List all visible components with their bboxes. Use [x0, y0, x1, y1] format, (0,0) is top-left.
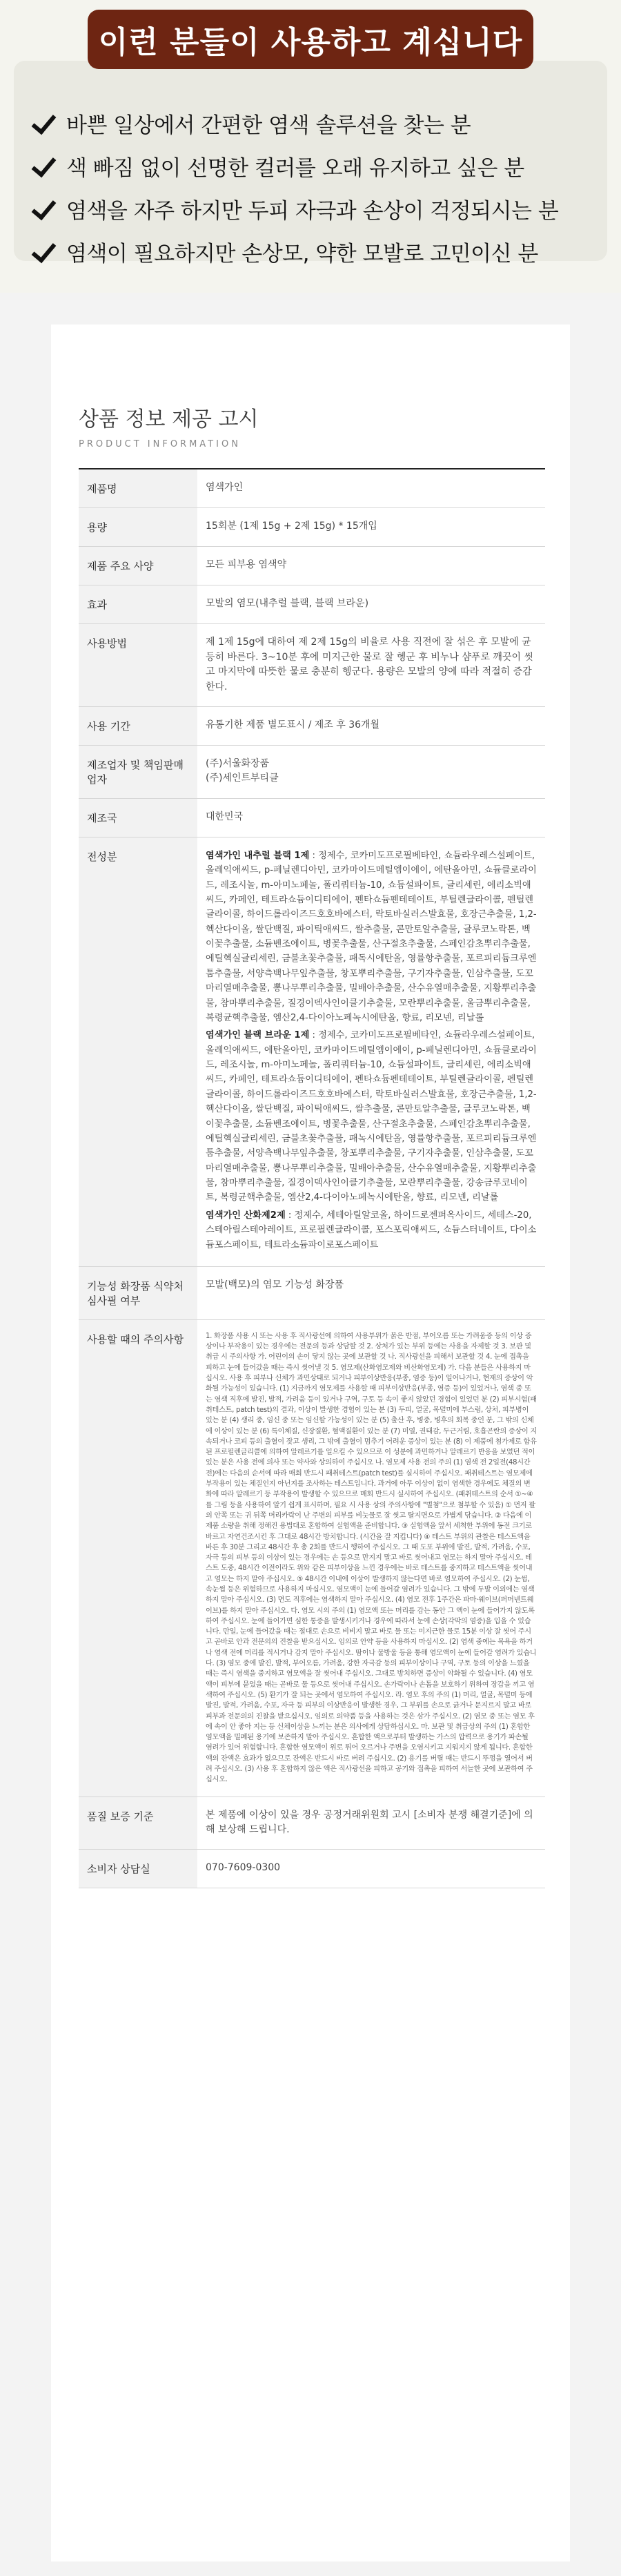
- ingredient-list: : 정제수, 코카미도프로필베타인, 쇼듐라우레스설페이트, 올레익애씨드, 에탄올아민, 코카마이드메틸엠이에이, p-페닐렌디아민, 쇼듐클로라이드, 레조시놀, m-아미노페놀, 폴리쿼터늄-10, 쇼듐설파이트, 글리세린, 에리소빅애씨드, 카페인, 테트라쇼듐이디티에이, 펜타쇼듐펜테테이트, 부틸렌글라이콜, 펜틸렌글라이콜, 하이드롤라이즈드호호바에스터, 락토바실러스발효물, 호장근추출물, 1,2-헥산다이올, 쌀단백질, 파이틱애씨드, 쌀추출물, 콘만토알추출물, 글루코노락톤, 백이꽃추출물, 소듐벤조에이트, 병꽃추출물, 산구절초추출물, 스페인감초뿌리추출물, 에틸헥실글리세린, 금불초꽃추출물, 패녹시에탄올, 영률항추출물, 포르피리듐크루엔툼추출물, 서양측백나무잎추출물, 창포뿌리추출물, 구기자추출물, 인삼추출물, 도꼬마리열매추출물, 뽕나무뿌리추출물, 밀배아추출물, 산수유열매추출물, 지황뿌리추출물, 참마뿌리추출물, 질경이덱사인이클기추출물, 모란뿌리추출물, 강송금루코네이트, 복령균핵추출물, 엠산2,4-다이아노페녹시에탄올, 향료, 리모넨, 리날롤: [206, 1030, 537, 1203]
- checklist-item: 염색이 필요하지만 손상모, 약한 모발로 고민이신 분: [32, 232, 604, 271]
- row-value: (주)서울화장품 (주)세인트부티클: [197, 745, 545, 798]
- table-row: [79, 1797, 545, 1849]
- table-row: [79, 469, 545, 508]
- row-value: 모발의 염모(내추럴 블랙, 블랙 브라운): [197, 585, 545, 624]
- ingredient-list: : 정제수, 코카미도프로필베타인, 쇼듐라우레스설페이트, 올레익애씨드, p-페닐렌디아민, 코카마이드메틸엠이에이, 에탄올아민, 쇼듐클로라이드, 레조시놀, m-아미노페놀, 폴리쿼터늄-10, 쇼듐설파이트, 글리세린, 에리소빅애씨드, 카페인, 테트라쇼듐이디티에이, 펜타쇼듐펜테테이트, 부틸렌글라이콜, 펜틸렌글라이콜, 하이드롤라이즈드호호바에스터, 락토바실러스발효물, 호장근추출물, 1,2-헥산다이올, 쌀단백질, 파이틱애씨드, 쌀추출물, 콘만토알추출물, 글루코노락톤, 벡이꽃추출물, 소듐벤조에이트, 병꽃추출물, 산구절초추출물, 스페인감초뿌리추출물, 에틸헥실글리세린, 금불초꽃추출물, 패독시에탄올, 영률항추출물, 포르피리듐크루엔툼추출물, 서양측백나무잎추출물, 창포뿌리추출물, 구기자추출물, 인삼추출물, 도꼬마리열매추출물, 뽕나무뿌리추출물, 밀배아추출물, 산수유열매추출물, 지황뿌리추출물, 참마뿌리추출물, 질경이덱사인이클기추출물, 모란뿌리추출물, 울금뿌리추출물, 복령균핵추출물, 엠산2,4-다이아노페녹시에탄올, 향료, 리모넨, 리날롤: [206, 850, 537, 1023]
- checklist-item: 색 빠짐 없이 선명한 컬러를 오래 유지하고 싶은 분: [32, 146, 604, 185]
- checklist-item: 바쁜 일상에서 간편한 염색 솔루션을 찾는 분: [32, 104, 604, 142]
- table-row: [79, 1266, 545, 1319]
- table-row: [79, 706, 545, 745]
- ingredient-name: 염색가인 블랙 브라운 1제: [206, 1030, 310, 1041]
- row-value: 모발(백모)의 염모 기능성 화장품: [197, 1266, 545, 1319]
- row-label: 제조국: [79, 798, 197, 837]
- ingredient-block: [206, 1208, 537, 1252]
- table-row: [79, 624, 545, 707]
- product-info-table: [79, 468, 545, 1888]
- ingredients-value: [197, 837, 545, 1266]
- product-info-subtitle: PRODUCT INFORMATION: [79, 439, 241, 449]
- row-label: 사용할 때의 주의사항: [79, 1319, 197, 1797]
- table-row: [79, 547, 545, 585]
- row-label: 효과: [79, 585, 197, 624]
- ingredient-name: 염색가인 내추럴 블랙 1제: [206, 850, 310, 861]
- ingredient-block: [206, 849, 537, 1026]
- table-row: [79, 745, 545, 798]
- row-value: 제 1제 15g에 대하여 제 2제 15g의 비율로 사용 직전에 잘 섞은 후 모발에 균등히 바른다. 3~10분 후에 미지근한 물로 잘 헹군 후 비누나 샴푸로 깨끗이 씻고 마지막에 따뜻한 물로 충분히 헹군다. 용량은 모발의 양에 따라 적절히 증감한다.: [197, 624, 545, 707]
- product-info-panel: [51, 325, 570, 2562]
- ingredient-list: : 정제수, 세테아릴알코올, 하이드로젠퍼옥사이드, 세테스-20, 스테아릴스테아레이트, 프로필렌글라이콜, 포스포릭애씨드, 쇼듐스터네이트, 다이소듐포스페이트, 테트라소듐파이로포스페이트: [206, 1210, 537, 1250]
- table-row: [79, 798, 545, 837]
- checklist-item: 염색을 자주 하지만 두피 자극과 손상이 걱정되시는 분: [32, 189, 604, 228]
- target-users-banner: 이런 분들이 사용하고 계십니다: [88, 10, 533, 69]
- target-users-checklist: [32, 104, 604, 275]
- row-value: 본 제품에 이상이 있을 경우 공정거래위원회 고시 [소비자 분쟁 해결기준]에 의해 보상해 드립니다.: [197, 1797, 545, 1849]
- check-icon: [32, 152, 66, 180]
- row-value: 15회분 (1제 15g + 2제 15g) * 15개입: [197, 508, 545, 547]
- check-icon: [32, 195, 66, 222]
- precautions-value: 1. 화장품 사용 시 또는 사용 후 직사광선에 의하여 사용부위가 붉은 반점, 부어오름 또는 가려움증 등의 이상 증상이나 부작용이 있는 경우에는 전문의 등과 상담할 것 2. 상처가 있는 부위 등에는 사용을 자제할 것 3. 보관 및 취급 시 주의사항 가. 어린이의 손이 닿지 않는 곳에 보관할 것 나. 직사광선을 피해서 보관할 것 4. 눈에 접촉을 피하고 눈에 들어갔을 때는 즉시 씻어낼 것 5. 염모제(산화염모제와 비산화염모제) 가. 다음 분들은 사용하지 마십시오. 사용 후 피부나 신체가 과민상태로 되거나 피부이상반응(부종, 염증 등)이 일어나거나, 현재의 증상이 악화될 가능성이 있습니다. (1) 지금까지 염모제를 사용할 때 피부이상반응(부종, 염증 등)이 있었거나, 염색 중 또는 염색 직후에 발진, 발적, 가려움 등이 있거나 구역, 구토 등 속이 좋지 않았던 경험이 있었던 분 (2) 피부시험(패취테스트, patch test)의 결과, 이상이 발생한 경험이 있는 분 (3) 두피, 얼굴, 목덜미에 부스럼, 상처, 피부병이 있는 분 (4) 생리 중, 임신 중 또는 임신할 가능성이 있는 분 (5) 출산 후, 병중, 병후의 회복 중인 분, 그 밖의 신체에 이상이 있는 분 (6) 특이체질, 신장질환, 혈액질환이 있는 분 (7) 미열, 권태감, 두근거림, 호흡곤란의 증상이 지속되거나 코피 등의 출혈이 잦고 생리, 그 밖에 출혈이 멈추기 어려운 증상이 있는 분 (8) 이 제품에 첨가제로 함유된 프로필렌글리콜에 의하여 알레르기를 일으킬 수 있으므로 이 성분에 과민하거나 알레르기 반응을 보였던 적이 있는 분은 사용 전에 의사 또는 약사와 상의하여 주십시오 나. 염모제 사용 전의 주의 (1) 염색 전 2일전(48시간 전)에는 다음의 순서에 따라 매회 반드시 패취테스트(patch test)를 실시하여 주십시오. 패취테스트는 염모제에 부작용이 있는 체질인지 아닌지를 조사하는 테스트입니다. 과거에 아무 이상이 없이 염색한 경우에도 체질의 변화에 따라 알레르기 등 부작용이 발생할 수 있으므로 매회 반드시 실시하여 주십시오. (패취테스트의 순서 ①~④를 그림 등을 사용하여 알기 쉽게 표시하며, 필요 시 사용 상의 주의사항에 "별첨"으로 첨부할 수 있음) ① 먼저 팔의 안쪽 또는 귀 뒤쪽 머리카락이 난 주변의 피부를 비눗물로 잘 씻고 탈지면으로 가볍게 닦습니다. ② 다음에 이 제품 소량을 취해 정해진 용법대로 혼합하여 실험액을 준비합니다. ③ 실험액을 앞서 세척한 부위에 동전 크기로 바르고 자연건조시킨 후 그대로 48시간 방치합니다. (시간을 잘 지킵니다) ④ 테스트 부위의 관찰은 테스트액을 바른 후 30분 그리고 48시간 후 총 2회를 반드시 행하여 주십시오. 그 때 도포 부위에 발진, 발적, 가려움, 수포, 자극 등의 피부 등의 이상이 있는 경우에는 손 등으로 만지지 말고 바로 씻어내고 염모는 하지 말아 주십시오. 테스트 도중, 48시간 이전이라도 위와 같은 피부이상을 느낀 경우에는 바로 테스트를 중지하고 테스트액을 씻어내고 염모는 하지 말아 주십시오. ⑤ 48시간 이내에 이상이 발생하지 않는다면 바로 염모하여 주십시오. (2) 눈썹, 속눈썹 등은 위험하므로 사용하지 마십시오. 염모액이 눈에 들어갈 염려가 있습니다. 그 밖에 두발 이외에는 염색하지 말아 주십시오. (3) 면도 직후에는 염색하지 말아 주십시오. (4) 염모 전후 1주간은 파마·웨이브(퍼머넨트웨이브)를 하지 말아 주십시오. 다. 염모 시의 주의 (1) 염모액 또는 머리를 감는 동안 그 액이 눈에 들어가지 않도록 하여 주십시오. 눈에 들어가면 심한 통증을 발생시키거나 경우에 따라서 눈에 손상(각막의 염증)을 입을 수 있습니다. 만일, 눈에 들어갔을 때는 절대로 손으로 비비지 말고 바로 물 또는 미지근한 물로 15분 이상 잘 씻어 주시고 곧바로 안과 전문의의 진찰을 받으십시오. 임의로 안약 등을 사용하지 마십시오. (2) 염색 중에는 목욕을 하거나 염색 전에 머리를 적시거나 감지 말아 주십시오. 땀이나 물방울 등을 통해 염모액이 눈에 들어갈 염려가 있습니다. (3) 염모 중에 발진, 발적, 부어오름, 가려움, 강한 자극감 등의 피부이상이나 구역, 구토 등의 이상을 느꼈을 때는 즉시 염색을 중지하고 염모액을 잘 씻어내 주십시오. 그대로 방치하면 증상이 악화될 수 있습니다. (4) 염모액이 피부에 묻었을 때는 곧바로 물 등으로 씻어내 주십시오. 손가락이나 손톱을 보호하기 위하여 장갑을 끼고 염색하여 주십시오. (5) 환기가 잘 되는 곳에서 염모하여 주십시오. 라. 염모 후의 주의 (1) 머리, 얼굴, 목덜미 등에 발진, 발적, 가려움, 수포, 자극 등 피부의 이상반응이 발생한 경우, 그 부위를 손으로 긁거나 문지르지 말고 바로 피부과 전문의의 진찰을 받으십시오. 임의로 의약품 등을 사용하는 것은 삼가 주십시오. (2) 염모 중 또는 염모 후에 속이 안 좋아 지는 등 신체이상을 느끼는 분은 의사에게 상담하십시오. 마. 보관 및 취급상의 주의 (1) 혼합한 염모액을 밀폐된 용기에 보존하지 말아 주십시오. 혼합한 액으로부터 발생하는 가스의 압력으로 용기가 파손될 염려가 있어 위험합니다. 혼합한 염모액이 위로 튀어 오르거나 주변을 오염시키고 지워지지 않게 됩니다. 혼합한 액의 잔액은 효과가 없으므로 잔액은 반드시 바로 버려 주십시오. (2) 용기를 버릴 때는 반드시 뚜껑을 열어서 버려 주십시오. (3) 사용 후 혼합하지 않은 액은 직사광선을 피하고 공기와 접촉을 피하여 서늘한 곳에 보관하여 주십시오.: [197, 1319, 545, 1797]
- ingredient-name: 염색가인 산화제2제: [206, 1210, 286, 1221]
- row-label: 기능성 화장품 식약처 심사필 여부: [79, 1266, 197, 1319]
- row-label: 전성분: [79, 837, 197, 1266]
- table-row: [79, 585, 545, 624]
- table-row: [79, 837, 545, 1266]
- check-icon: [32, 109, 66, 137]
- row-label: 사용 기간: [79, 706, 197, 745]
- row-label: 제품 주요 사양: [79, 547, 197, 585]
- row-value: 유통기한 제품 별도표시 / 제조 후 36개월: [197, 706, 545, 745]
- row-value: 모든 피부용 염색약: [197, 547, 545, 585]
- table-row: [79, 1850, 545, 1888]
- row-label: 제조업자 및 책임판매업자: [79, 745, 197, 798]
- target-users-section: [0, 0, 621, 293]
- table-row: [79, 508, 545, 547]
- row-label: 소비자 상담실: [79, 1850, 197, 1888]
- row-label: 품질 보증 기준: [79, 1797, 197, 1849]
- row-label: 사용방법: [79, 624, 197, 707]
- check-icon: [32, 238, 66, 265]
- product-info-header: [51, 325, 570, 449]
- ingredient-block: [206, 1028, 537, 1205]
- row-label: 용량: [79, 508, 197, 547]
- row-label: 제품명: [79, 469, 197, 508]
- table-row: [79, 1319, 545, 1797]
- row-value: 염색가인: [197, 469, 545, 508]
- row-value: 대한민국: [197, 798, 545, 837]
- product-info-title: 상품 정보 제공 고시: [79, 407, 259, 432]
- row-value: 070-7609-0300: [197, 1850, 545, 1888]
